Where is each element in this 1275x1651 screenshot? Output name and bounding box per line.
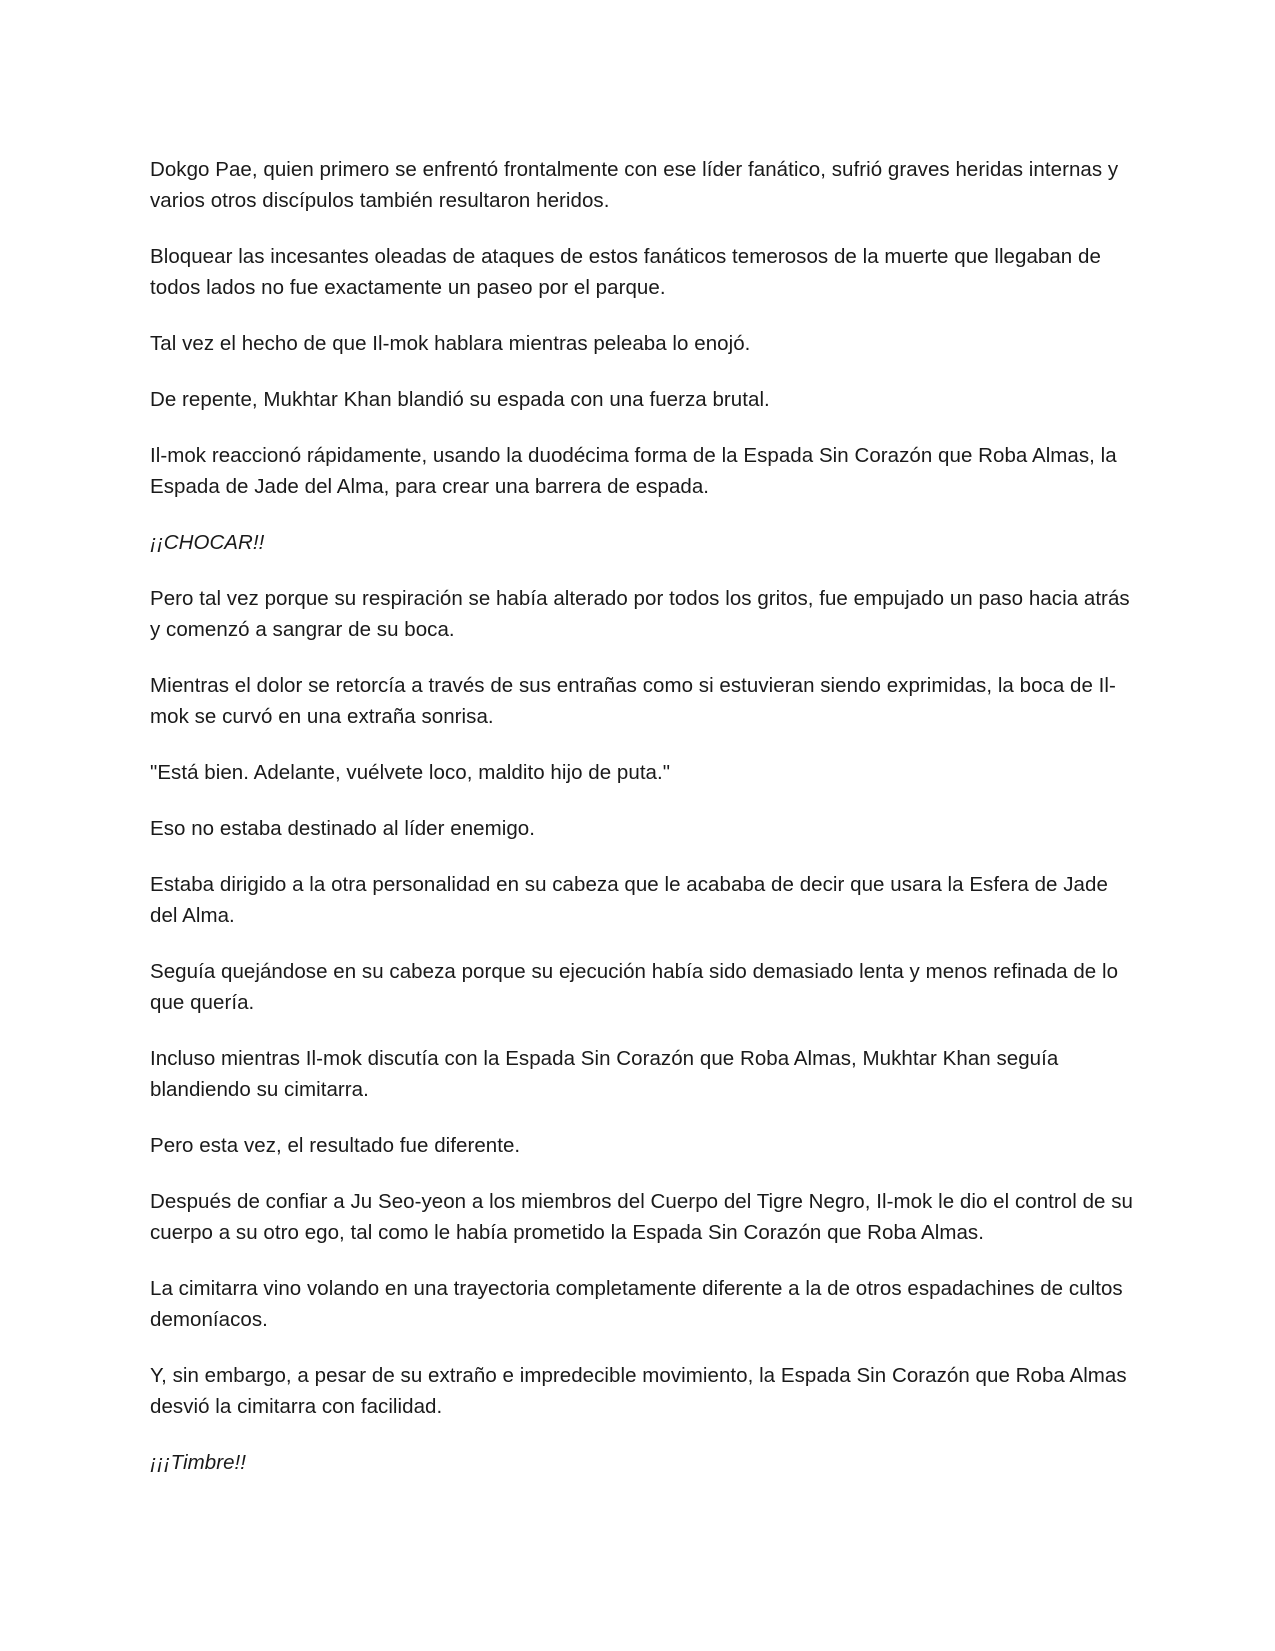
paragraph: Estaba dirigido a la otra personalidad en su cabeza que le acababa de decir que usara la Esfera de Jade del Alma. [150,873,1108,927]
paragraph: Eso no estaba destinado al líder enemigo. [150,817,535,840]
paragraph: La cimitarra vino volando en una trayectoria completamente diferente a la de otros espadachines de cultos demoníacos. [150,1277,1123,1331]
paragraph: Mientras el dolor se retorcía a través de sus entrañas como si estuvieran siendo exprimidas, la boca de Il-mok se curvó en una extraña sonrisa. [150,674,1116,728]
paragraph: Seguía quejándose en su cabeza porque su ejecución había sido demasiado lenta y menos refinada de lo que quería. [150,960,1119,1014]
paragraph: Y, sin embargo, a pesar de su extraño e impredecible movimiento, la Espada Sin Corazón que Roba Almas desvió la cimitarra con facilidad. [150,1364,1127,1418]
paragraph: Después de confiar a Ju Seo-yeon a los miembros del Cuerpo del Tigre Negro, Il-mok le dio el control de su cuerpo a su otro ego, tal como le había prometido la Espada Sin Corazón que Roba Almas. [150,1190,1133,1244]
sound-effect-paragraph: ¡¡¡Timbre!! [150,1451,247,1474]
sound-effect-paragraph: ¡¡CHOCAR!! [150,531,265,554]
paragraph: Incluso mientras Il-mok discutía con la Espada Sin Corazón que Roba Almas, Mukhtar Khan seguía blandiendo su cimitarra. [150,1047,1059,1101]
paragraph: Pero tal vez porque su respiración se había alterado por todos los gritos, fue empujado un paso hacia atrás y comenzó a sangrar de su boca. [150,587,1130,641]
dialogue-paragraph: "Está bien. Adelante, vuélvete loco, maldito hijo de puta." [150,761,671,784]
document-body [150,154,1135,1503]
paragraph: Il-mok reaccionó rápidamente, usando la duodécima forma de la Espada Sin Corazón que Roba Almas, la Espada de Jade del Alma, para crear una barrera de espada. [150,444,1117,498]
paragraph: Dokgo Pae, quien primero se enfrentó frontalmente con ese líder fanático, sufrió graves heridas internas y varios otros discípulos también resultaron heridos. [150,158,1119,212]
paragraph: Tal vez el hecho de que Il-mok hablara mientras peleaba lo enojó. [150,332,751,355]
paragraph: Pero esta vez, el resultado fue diferente. [150,1134,521,1157]
paragraph: De repente, Mukhtar Khan blandió su espada con una fuerza brutal. [150,388,770,411]
paragraph: Bloquear las incesantes oleadas de ataques de estos fanáticos temerosos de la muerte que llegaban de todos lados no fue exactamente un paseo por el parque. [150,245,1101,299]
